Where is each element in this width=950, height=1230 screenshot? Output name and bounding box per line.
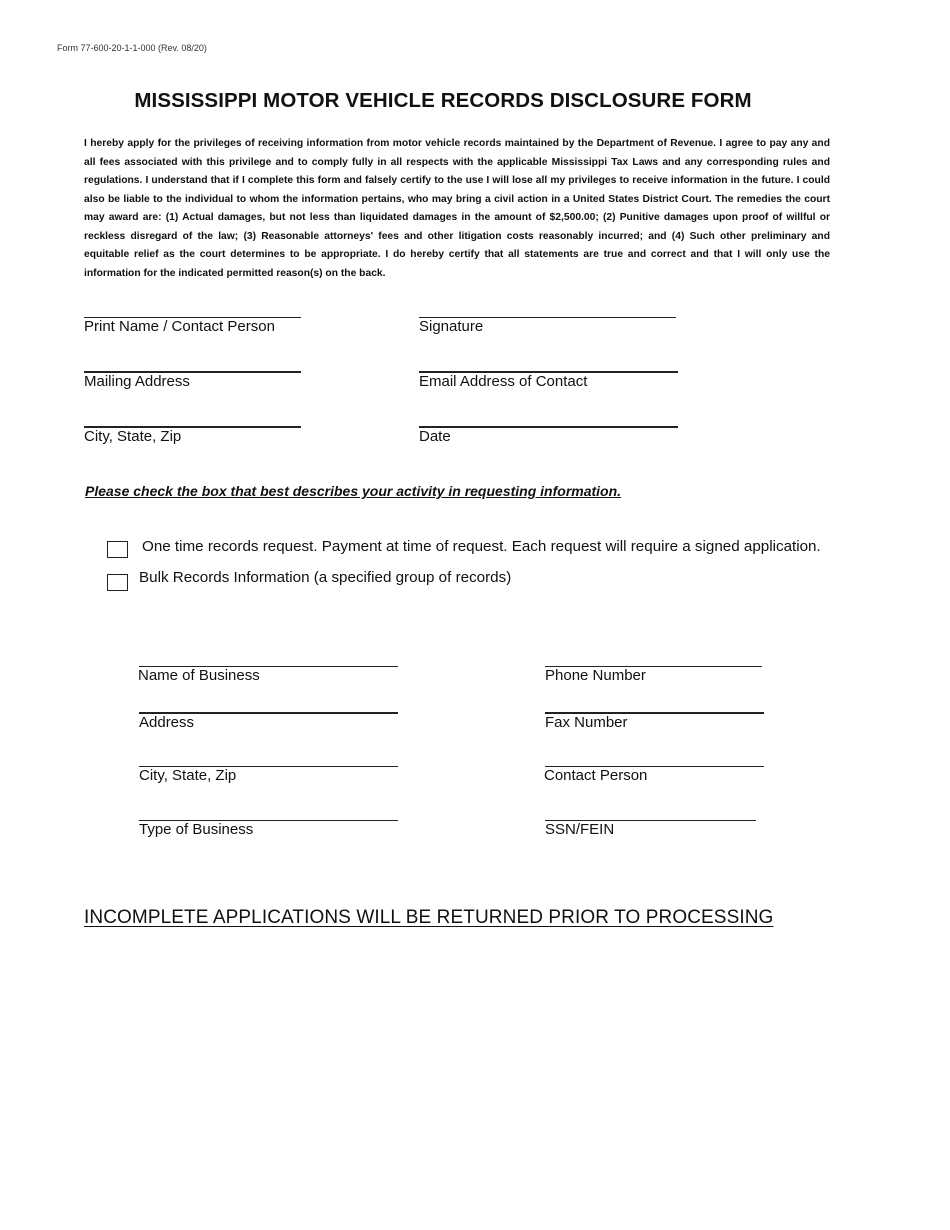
one-time-request-checkbox[interactable]	[107, 541, 128, 558]
page-title: MISSISSIPPI MOTOR VEHICLE RECORDS DISCLOSURE FORM	[134, 89, 752, 112]
business-city-state-zip-label: City, State, Zip	[139, 767, 237, 784]
bulk-records-checkbox[interactable]	[107, 574, 128, 591]
city-state-zip-label: City, State, Zip	[84, 428, 182, 445]
print-name-label: Print Name / Contact Person	[84, 318, 275, 335]
type-of-business-label: Type of Business	[139, 821, 254, 838]
contact-person-field[interactable]	[545, 766, 764, 785]
option-bulk[interactable]	[107, 569, 511, 591]
fax-number-field[interactable]	[545, 712, 764, 732]
city-state-zip-field[interactable]	[84, 426, 301, 446]
fax-number-label: Fax Number	[545, 714, 628, 731]
business-address-label: Address	[139, 714, 195, 731]
email-label: Email Address of Contact	[419, 373, 588, 390]
business-name-field[interactable]	[139, 666, 398, 685]
phone-number-field[interactable]	[545, 666, 762, 685]
bulk-records-label: Bulk Records Information (a specified group of records)	[139, 569, 512, 586]
option-one-time[interactable]	[107, 538, 821, 558]
print-name-field[interactable]	[84, 317, 301, 336]
signature-label: Signature	[419, 318, 484, 335]
business-city-state-zip-field[interactable]	[139, 766, 398, 785]
incomplete-applications-warning: INCOMPLETE APPLICATIONS WILL BE RETURNED PRIOR TO PROCESSING	[84, 907, 774, 928]
business-address-field[interactable]	[139, 712, 398, 732]
instruction-text: Please check the box that best describes your activity in requesting information.	[85, 483, 622, 499]
certification-text: I hereby apply for the privileges of receiving information from motor vehicle records maintained by the Department of Revenue. I agree to pay any and all fees associated with this privilege and to comply fully in all respects with the applicable Mississippi Tax Laws and any corresponding rules and regulations. I understand that if I complete this form and falsely certify to the use I will lose all my privileges to receive information in the future. I could also be liable to the individual to whom the information pertains, who may bring a civil action in a United States District Court. The remedies the court may award are: (1) Actual damages, but not less than liquidated damages in the amount of $2,500.00; (2) Punitive damages upon proof of willful or reckless disregard of the law; (3) Reasonable attorneys' fees and other litigation costs reasonably incurred; and (4) Such other preliminary and equitable relief as the court determines to be appropriate. I do hereby certify that all statements are true and correct and that I will only use the information for the indicated permitted reason(s) on the back.	[84, 138, 830, 279]
type-of-business-field[interactable]	[139, 820, 398, 839]
ssn-fein-field[interactable]	[545, 820, 756, 839]
ssn-fein-label: SSN/FEIN	[545, 821, 615, 838]
phone-number-label: Phone Number	[545, 667, 646, 684]
form-number: Form 77-600-20-1-1-000 (Rev. 08/20)	[57, 43, 207, 53]
mailing-address-field[interactable]	[84, 371, 301, 391]
business-name-label: Name of Business	[138, 667, 260, 684]
mailing-address-label: Mailing Address	[84, 373, 190, 390]
date-label: Date	[419, 428, 451, 445]
one-time-request-label: One time records request. Payment at time of request. Each request will require a signed application.	[142, 538, 821, 555]
signature-field[interactable]	[419, 317, 676, 336]
contact-person-label: Contact Person	[544, 767, 648, 784]
date-field[interactable]	[419, 426, 678, 446]
email-field[interactable]	[419, 371, 678, 391]
